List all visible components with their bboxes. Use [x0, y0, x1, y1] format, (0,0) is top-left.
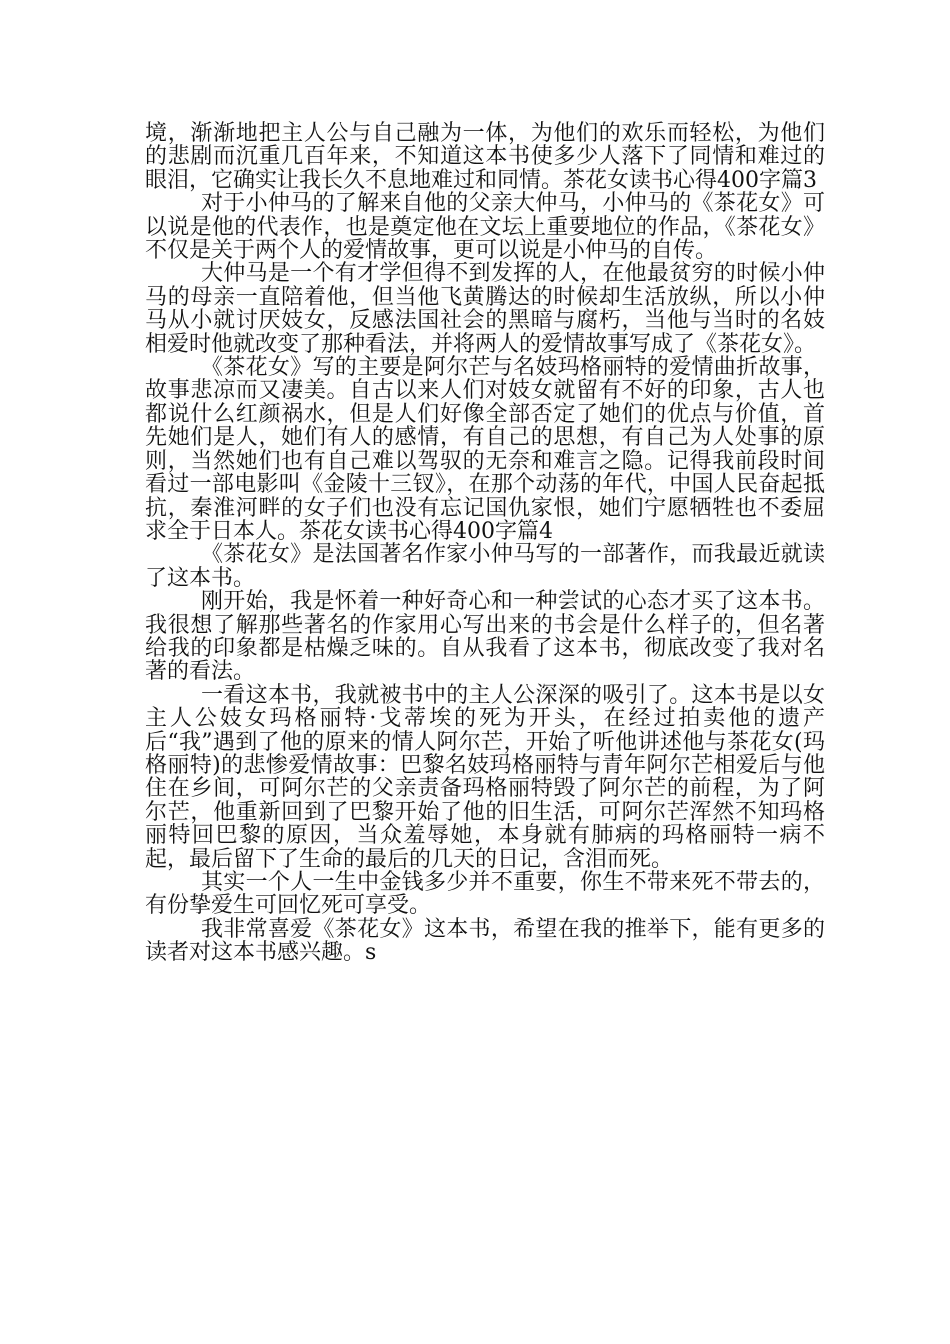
paragraph-5: 《茶花女》是法国著名作家小仲马写的一部著作，而我最近就读了这本书。: [145, 542, 825, 591]
paragraph-8: 其实一个人一生中金钱多少并不重要，你生不带来死不带去的，有份挚爱生可回忆死可享受。: [145, 870, 825, 919]
paragraph-7: 一看这本书，我就被书中的主人公深深的吸引了。这本书是以女主人公妓女玛格丽特·戈蒂埃的死为开头，在经过拍卖他的遗产后“我”遇到了他的原来的情人阿尔芒，开始了听他讲述他与茶花女(玛格丽特)的悲惨爱情故事：巴黎名妓玛格丽特与青年阿尔芒相爱后与他住在乡间，可阿尔芒的父亲责备玛格丽特毁了阿尔芒的前程，为了阿尔芒，他重新回到了巴黎开始了他的旧生活，可阿尔芒浑然不知玛格丽特回巴黎的原因，当众羞辱她，本身就有肺病的玛格丽特一病不起，最后留下了生命的最后的几天的日记，含泪而死。: [145, 682, 825, 872]
document-body: [145, 122, 825, 965]
paragraph-3: 大仲马是一个有才学但得不到发挥的人，在他最贫穷的时候小仲马的母亲一直陪着他，但当他飞黄腾达的时候却生活放纵，所以小仲马从小就讨厌妓女，反感法国社会的黑暗与腐朽，当他与当时的名妓相爱时他就改变了那种看法，并将两人的爱情故事写成了《茶花女》。: [145, 261, 825, 357]
paragraph-1: 境，渐渐地把主人公与自己融为一体，为他们的欢乐而轻松，为他们的悲剧而沉重几百年来，不知道这本书使多少人落下了同情和难过的眼泪，它确实让我长久不息地难过和同情。茶花女读书心得400字篇3: [145, 121, 825, 193]
paragraph-4: 《茶花女》写的主要是阿尔芒与名妓玛格丽特的爱情曲折故事，故事悲凉而又凄美。自古以来人们对妓女就留有不好的印象，古人也都说什么红颜祸水，但是人们好像全部否定了她们的优点与价值，首先她们是人，她们有人的感情，有自己的思想，有自己为人处事的原则，当然她们也有自己难以驾驭的无奈和难言之隐。记得我前段时间看过一部电影叫《金陵十三钗》，在那个动荡的年代，中国人民奋起抵抗，秦淮河畔的女子们也没有忘记国仇家恨，她们宁愿牺牲也不委屈求全于日本人。茶花女读书心得400字篇4: [145, 355, 825, 544]
paragraph-9: 我非常喜爱《茶花女》这本书，希望在我的推举下，能有更多的读者对这本书感兴趣。s: [145, 916, 825, 966]
paragraph-2: 对于小仲马的了解来自他的父亲大仲马，小仲马的《茶花女》可以说是他的代表作，也是奠定他在文坛上重要地位的作品，《茶花女》 不仅是关于两个人的爱情故事，更可以说是小仲马的自传。: [145, 191, 825, 264]
paragraph-6: 刚开始，我是怀着一种好奇心和一种尝试的心态才买了这本书。我很想了解那些著名的作家用心写出来的书会是什么样子的，但名著给我的印象都是枯燥乏味的。自从我看了这本书，彻底改变了我对名著的看法。: [145, 589, 825, 685]
